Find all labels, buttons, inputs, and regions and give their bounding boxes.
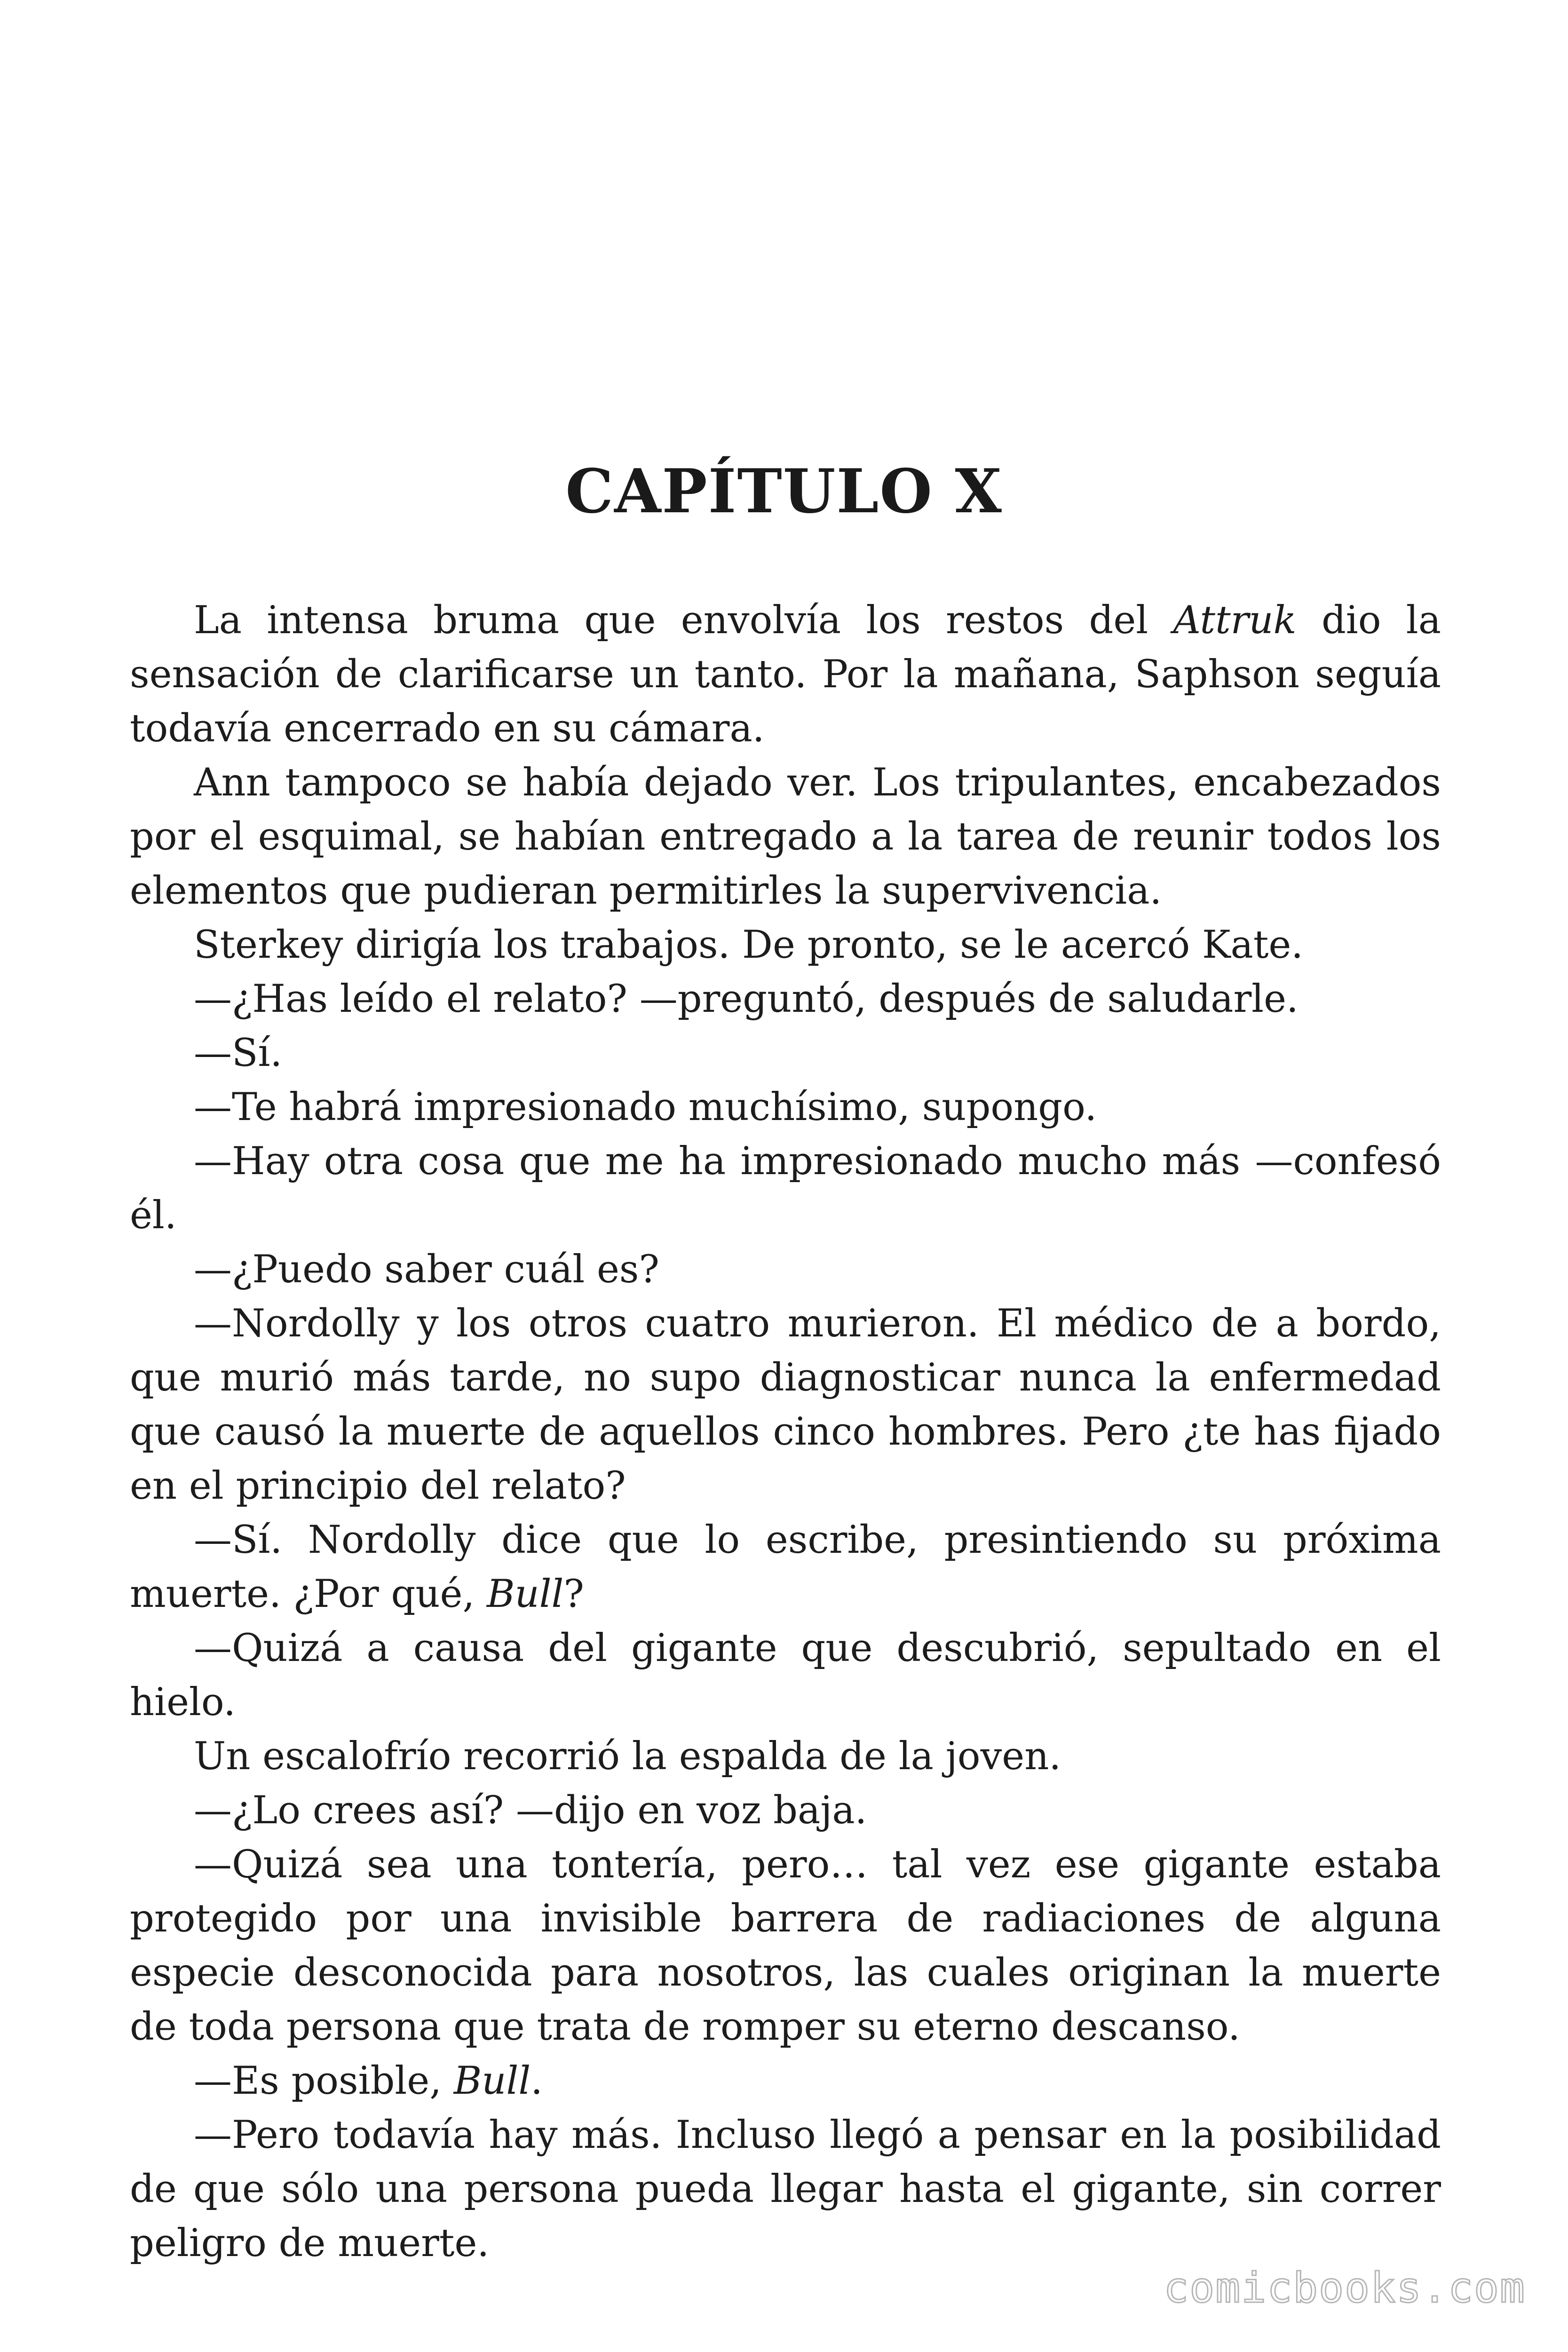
text-run: —¿Lo crees así? —dijo en voz baja. [194, 1788, 867, 1833]
chapter-title: CAPÍTULO X [565, 456, 1003, 527]
paragraph [130, 1784, 1441, 1838]
text-run: La intensa bruma que envolvía los restos del [194, 598, 1173, 643]
text-run: —Nordolly y los otros cuatro murieron. El médico de a bordo, que murió más tarde, no supo diagnosticar nunca la enfermedad que causó la muerte de aquellos cinco hombres. Pero ¿te has fijado en el principio del relato? [130, 1302, 1441, 1508]
paragraph [130, 918, 1441, 972]
paragraph [130, 1243, 1441, 1297]
text-run: Un escalofrío recorrió la espalda de la joven. [194, 1734, 1061, 1779]
text-run: Sterkey dirigía los trabajos. De pronto, se le acercó Kate. [194, 923, 1304, 967]
text-run: —Es posible, [194, 2059, 454, 2103]
italic-text-run: Attruk [1173, 598, 1297, 643]
paragraph [130, 756, 1441, 918]
text-run: —Pero todavía hay más. Incluso llegó a pensar en la posibilidad de que sólo una persona pueda llegar hasta el gigante, sin correr peligro de muerte. [130, 2113, 1441, 2265]
paragraph [130, 1730, 1441, 1784]
text-run: —Sí. Nordolly dice que lo escribe, presintiendo su próxima muerte. ¿Por qué, [130, 1518, 1441, 1616]
paragraph [130, 1513, 1441, 1621]
paragraph [130, 1621, 1441, 1730]
text-run: —¿Has leído el relato? —preguntó, después de saludarle. [194, 977, 1299, 1021]
paragraph [130, 2054, 1441, 2108]
text-run: ? [563, 1572, 584, 1616]
paragraph [130, 972, 1441, 1026]
text-run: dio la sensación de clarificarse un tanto. Por la mañana, Saphson seguía todavía encerrado en su cámara. [130, 598, 1441, 751]
paragraph [130, 1838, 1441, 2054]
text-run: —Quizá sea una tontería, pero… tal vez ese gigante estaba protegido por una invisible barrera de radiaciones de alguna especie desconocida para nosotros, las cuales originan la muerte de toda persona que trata de romper su eterno descanso. [130, 1843, 1441, 2049]
text-run: —Sí. [194, 1031, 283, 1075]
text-run: Ann tampoco se había dejado ver. Los tripulantes, encabezados por el esquimal, se habían entregado a la tarea de reunir todos los elementos que pudieran permitirles la supervivencia. [130, 761, 1441, 913]
paragraph [130, 2108, 1441, 2271]
paragraph [130, 1135, 1441, 1243]
text-run: . [531, 2059, 543, 2103]
text-run: —Te habrá impresionado muchísimo, supongo. [194, 1085, 1097, 1129]
watermark-logo: comicbooks.com [1164, 2264, 1526, 2312]
paragraph [130, 1081, 1441, 1135]
text-run: —Quizá a causa del gigante que descubrió, sepultado en el hielo. [130, 1626, 1441, 1724]
chapter-body [130, 594, 1441, 2271]
italic-text-run: Bull [453, 2059, 531, 2103]
text-run: —Hay otra cosa que me ha impresionado mucho más —confesó él. [130, 1139, 1441, 1238]
paragraph [130, 594, 1441, 756]
italic-text-run: Bull [486, 1572, 564, 1616]
paragraph [130, 1297, 1441, 1513]
paragraph [130, 1026, 1441, 1081]
text-run: —¿Puedo saber cuál es? [194, 1248, 659, 1292]
